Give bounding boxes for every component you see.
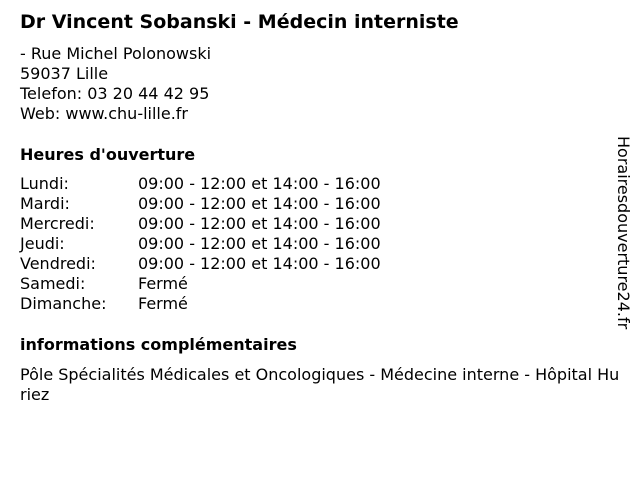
time-value: 09:00 - 12:00 et 14:00 - 16:00	[138, 174, 381, 193]
day-label: Samedi:	[20, 274, 86, 293]
day-label: Jeudi:	[20, 234, 65, 253]
day-label: Mercredi:	[20, 214, 95, 233]
opening-hours-heading: Heures d'ouverture	[20, 145, 196, 164]
time-value: Fermé	[138, 294, 188, 313]
time-value: 09:00 - 12:00 et 14:00 - 16:00	[138, 234, 381, 253]
time-value: 09:00 - 12:00 et 14:00 - 16:00	[138, 254, 381, 273]
time-value: 09:00 - 12:00 et 14:00 - 16:00	[138, 194, 381, 213]
address-block	[20, 44, 211, 124]
additional-info-text: Pôle Spécialités Médicales et Oncologiques - Médecine interne - Hôpital Huriez	[20, 365, 620, 404]
city: 59037 Lille	[20, 64, 109, 83]
site-watermark: Horairesdouverture24.fr	[614, 136, 633, 330]
time-value: Fermé	[138, 274, 188, 293]
street-address: - Rue Michel Polonowski	[20, 44, 212, 63]
page-title: Dr Vincent Sobanski - Médecin interniste	[20, 11, 459, 33]
day-label: Lundi:	[20, 174, 69, 193]
phone-number: Telefon: 03 20 44 42 95	[20, 84, 210, 103]
day-label: Mardi:	[20, 194, 70, 213]
additional-info-heading: informations complémentaires	[20, 335, 297, 354]
time-value: 09:00 - 12:00 et 14:00 - 16:00	[138, 214, 381, 233]
website: Web: www.chu-lille.fr	[20, 104, 189, 123]
day-label: Dimanche:	[20, 294, 107, 313]
day-label: Vendredi:	[20, 254, 96, 273]
